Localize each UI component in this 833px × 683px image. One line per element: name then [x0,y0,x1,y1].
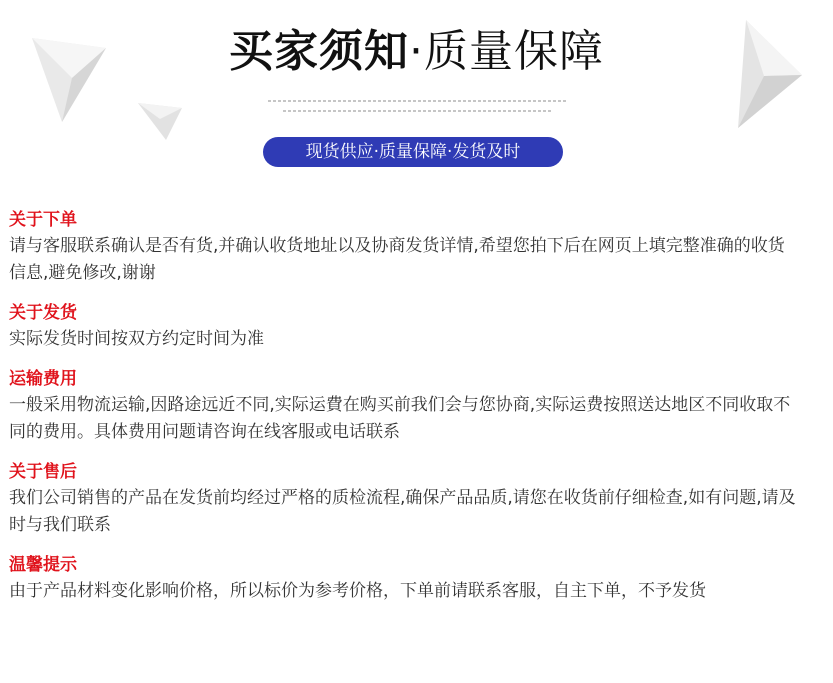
section-text: 实际发货时间按双方约定时间为准 [9,329,264,349]
notice-sections [9,207,799,618]
title-secondary: 质量保障 [424,26,604,77]
section-heading: 温馨提示 [9,555,77,575]
notice-section-order [9,207,799,287]
section-heading: 运输费用 [9,369,77,389]
section-heading: 关于发货 [9,303,77,323]
notice-section-freight [9,366,799,446]
notice-section-tips [9,552,799,605]
title-separator: · [409,26,424,77]
section-text: 我们公司销售的产品在发货前均经过严格的质检流程,确保产品品质,请您在收货前仔细检查,如有问题,请及时与我们联系 [9,488,796,535]
decorative-triangle-small-left [138,103,183,141]
section-text: 请与客服联系确认是否有货,并确认收货地址以及协商发货详情,希望您拍下后在网页上填完整准确的收货信息,避免修改,谢谢 [9,236,785,283]
notice-section-shipping [9,300,799,353]
slogan-badge: 现货供应·质量保障·发货及时 [263,137,563,167]
fine-line [283,110,553,112]
page-title [0,22,833,82]
section-text: 一般采用物流运输,因路途远近不同,实际运費在购买前我们会与您协商,实际运费按照送达地区不同收取不同的费用。具体费用问题请咨询在线客服或电话联系 [9,395,791,442]
decorative-fine-print-lines [268,100,568,120]
title-primary: 买家须知 [229,26,409,77]
section-heading: 关于下单 [9,210,77,230]
notice-section-after-sales [9,459,799,539]
section-text: 由于产品材料变化影响价格，所以标价为参考价格，下单前请联系客服，自主下单，不予发货 [9,581,706,601]
section-heading: 关于售后 [9,462,77,482]
fine-line [268,100,568,102]
header-banner [0,0,833,180]
